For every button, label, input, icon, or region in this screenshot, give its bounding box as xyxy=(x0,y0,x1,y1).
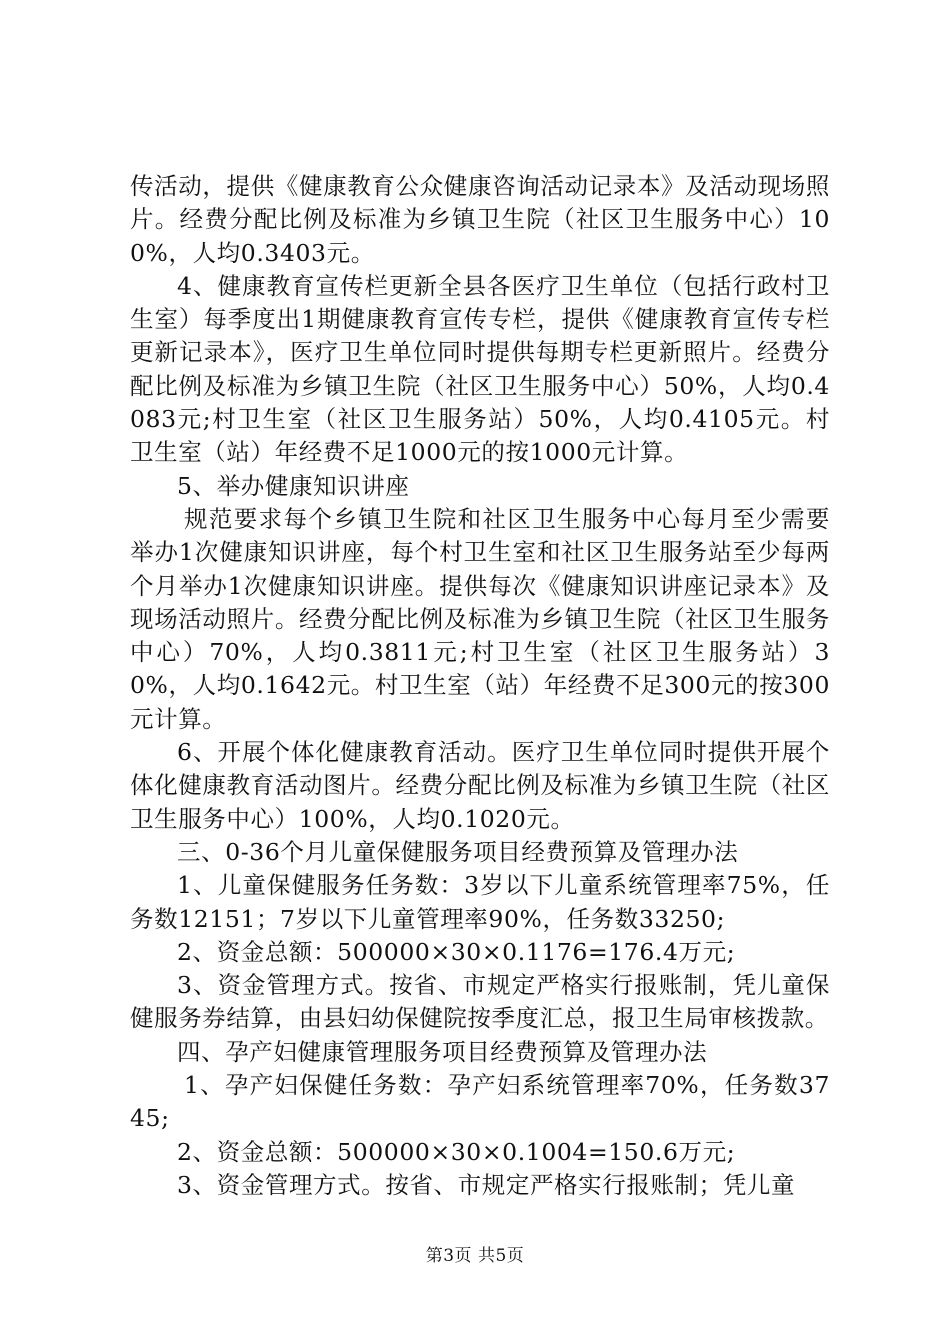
paragraph-8: 2、资金总额：500000×30×0.1176=176.4万元; xyxy=(177,937,736,966)
paragraph-5: 6、开展个体化健康教育活动。医疗卫生单位同时提供开展个体化健康教育活动图片。经费分配比例及标准为乡镇卫生院（社区卫生服务中心）100%，人均0.1020元。 xyxy=(130,738,830,833)
paragraph-9: 3、资金管理方式。按省、市规定严格实行报账制，凭儿童保健服务券结算，由县妇幼保健院按季度汇总，报卫生局审核拨款。 xyxy=(130,971,830,1033)
paragraph-11: 1、孕产妇保健任务数：孕产妇系统管理率70%，任务数3745; xyxy=(130,1071,830,1133)
section-heading-4: 四、孕产妇健康管理服务项目经费预算及管理办法 xyxy=(177,1037,708,1066)
paragraph-2: 4、健康教育宣传栏更新全县各医疗卫生单位（包括行政村卫生室）每季度出1期健康教育宣传专栏，提供《健康教育宣传专栏更新记录本》，医疗卫生单位同时提供每期专栏更新照片。经费分配比例及标准为乡镇卫生院（社区卫生服务中心）50%，人均0.4083元;村卫生室（社区卫生服务站）50%，人均0.4105元。村卫生室（站）年经费不足1000元的按1000元计算。 xyxy=(130,271,830,467)
paragraph-13: 3、资金管理方式。按省、市规定严格实行报账制；凭儿童 xyxy=(177,1170,796,1199)
paragraph-3: 5、举办健康知识讲座 xyxy=(177,471,410,500)
paragraph-4: 规范要求每个乡镇卫生院和社区卫生服务中心每月至少需要举办1次健康知识讲座，每个村卫生室和社区卫生服务站至少每两个月举办1次健康知识讲座。提供每次《健康知识讲座记录本》及现场活动照片。经费分配比例及标准为乡镇卫生院（社区卫生服务中心）70%，人均0.3811元;村卫生室（社区卫生服务站）30%，人均0.1642元。村卫生室（站）年经费不足300元的按300元计算。 xyxy=(130,504,830,733)
document-body xyxy=(130,170,830,1202)
paragraph-12: 2、资金总额：500000×30×0.1004=150.6万元; xyxy=(177,1137,736,1166)
paragraph-1: 传活动，提供《健康教育公众健康咨询活动记录本》及活动现场照片。经费分配比例及标准为乡镇卫生院（社区卫生服务中心）100%，人均0.3403元。 xyxy=(130,172,830,267)
section-heading-3: 三、0-36个月儿童保健服务项目经费预算及管理办法 xyxy=(177,837,739,866)
paragraph-7: 1、儿童保健服务任务数：3岁以下儿童系统管理率75%，任务数12151；7岁以下儿童管理率90%，任务数33250; xyxy=(130,871,830,933)
page-number-footer: 第3页 共5页 xyxy=(425,1246,525,1266)
